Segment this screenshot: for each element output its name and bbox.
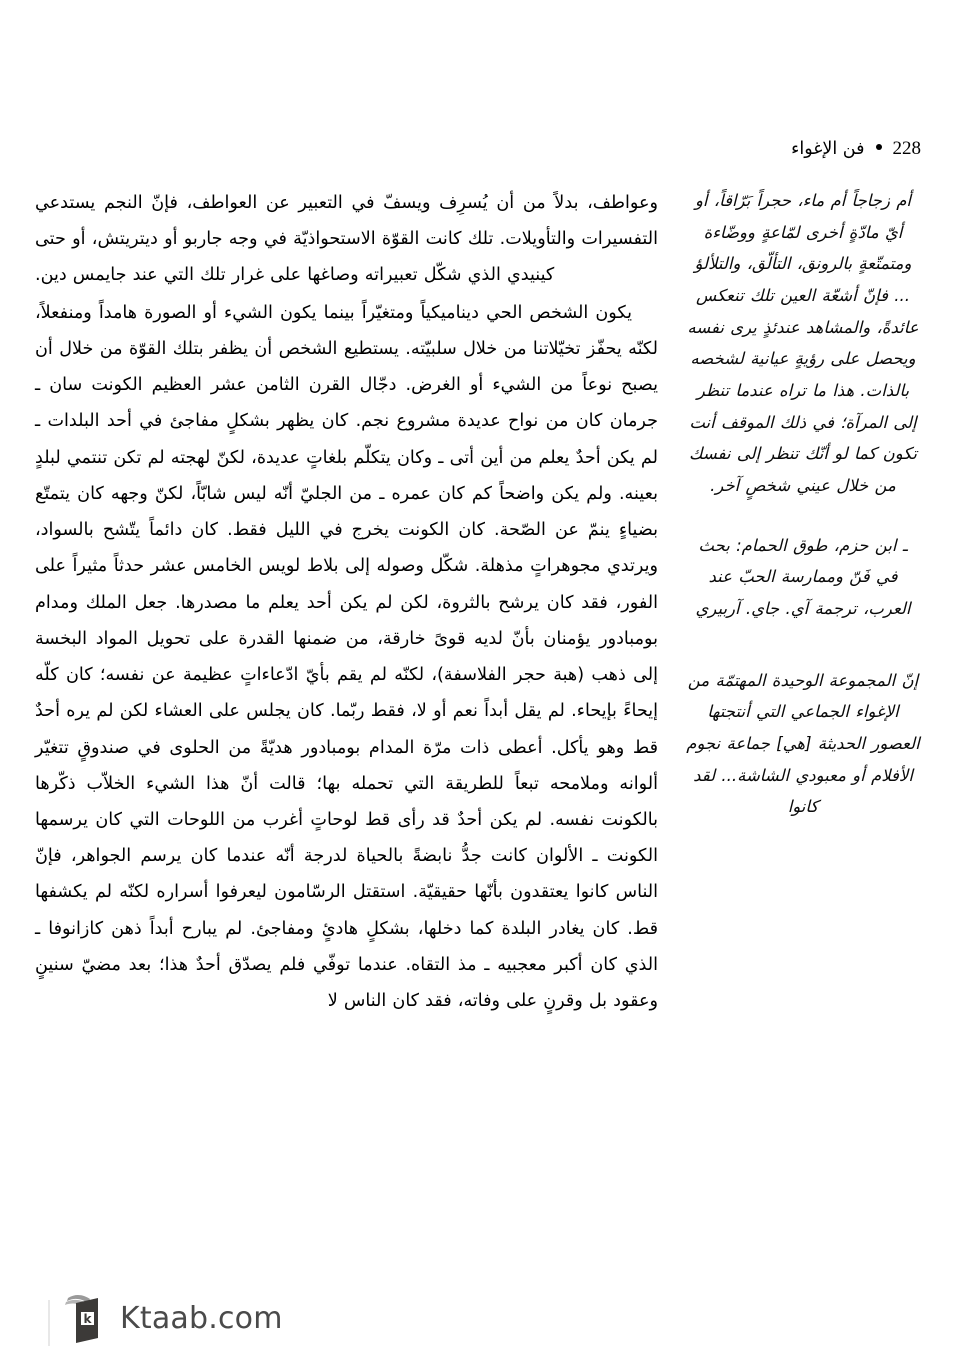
body-paragraph: وعواطف، بدلاً من أن يُسرِف ويسفّ في التعبير عن العواطف، فإنّ النجم يستدعي التفسيرات والتأويلات. تلك كانت القوّة الاستحواذيّة في وجه جاربو أو ديتريتش، أو حتى كينيدي الذي شكّل تعبيراته وصاغها على غرار تلك التي عند جايمس دين. — [35, 193, 658, 286]
running-head — [501, 138, 921, 160]
margin-quote-secondary: إنّ المجموعة الوحيدة المهتمّة من الإغواء الجماعي التي أنتجتها العصور الحديثة [هي] جماعة نجوم الأفلام أو معبودي الشاشة... لقد كانوا — [686, 670, 920, 817]
bullet-separator-icon — [876, 144, 882, 150]
logo-letter: k — [83, 1312, 92, 1326]
watermark — [62, 1292, 283, 1344]
page-number: 228 — [892, 138, 921, 159]
body-paragraph: يكون الشخص الحي ديناميكياً ومتغيّراً بينما يكون الشيء أو الصورة هامداً ومنفعلاً، لكنّه يحفّز تخيّلاتنا من خلال سلبيّته. يستطيع الشخص أن يظفر بتلك القوّة من خلال أن يصبح نوعاً من الشيء أو الغرض. دجّال القرن الثامن عشر العظيم الكونت سان ـ جرمان كان من نواح عديدة مشروع نجم. كان يظهر بشكلٍ مفاجئ في أحد البلدات ـ لم يكن أحدٌ يعلم من أين أتى ـ وكان يتكلّم بلغاتٍ عديدة، لكنّ لهجته لم تكن تنتمي لبلدٍ بعينه. ولم يكن واضحاً كم كان عمره ـ من الجليّ أنّه ليس شابّاً، لكنّ وجهه كان يتمتّع بضياءٍ ينمّ عن الصّحة. كان الكونت يخرج في الليل فقط. كان دائماً يتّشح بالسواد، ويرتدي مجوهراتٍ مذهلة. شكّل وصوله إلى بلاط لويس الخامس عشر حدثاً مثيراً على الفور، فقد كان يرشح بالثروة، لكن لم يكن أحد يعلم ما مصدرها. جعل الملك ومدام بومبادور يؤمنان بأنّ لديه قوىً خارقة، من ضمنها القدرة على تحويل المواد البخسة إلى ذهب (هبة حجر الفلاسفة)، لكنّه لم يقم بأيّ ادّعاءاتٍ عظيمة عن نفسه؛ كان كلّه إيحاءً بإيحاء. لم يقل أبداً نعم أو لا، فقط ربّما. كان يجلس على العشاء لكن لم يره أحدٌ قط وهو يأكل. أعطى ذات مرّة المدام بومبادور هديّةً من الحلوى في صندوقٍ تتغيّر ألوانه وملامحه تبعاً للطريقة التي تحمله بها؛ قالت أنّ هذا الشيء الخلاّب ذكّرها بالكونت نفسه. لم يكن أحدٌ قد رأى قط لوحاتٍ أغرب من اللوحات التي كان يرسمها الكونت ـ الألوان كانت جدُّ نابضةً بالحياة لدرجة أنّه عندما كان يرسم الجواهر، فإنّ الناس كانوا يعتقدون بأنّها حقيقيّة. استقتل الرسّامون ليعرفوا أسراره لكنّه لم يكشفها قط. كان يغادر البلدة كما دخلها، بشكلٍ هادئٍ ومفاجئ. لم يبارح أبداً ذهن كازانوفا ـ الذي كان أكبر معجبيه ـ مذ التقاه. عندما توفّي فلم يصدّق أحدٌ هذا؛ بعد مضيّ سنينٍ وعقود بل وقرنٍ على وفاته، فقد كان الناس لا — [35, 302, 658, 1012]
body-text-column — [35, 185, 670, 1245]
page-content — [35, 185, 920, 1245]
margin-quote-primary: أم زجاجاً أم ماء، حجراً بَرّاقاً، أو أيّ مادّةٍ أخرى لمّاعةٍ ووضّاءة ومتمتّعةٍ بالرونق، التألّق، والتلألؤ ... فإنّ أشعّة العين تلك تنعكس عائدةً، والمشاهد عندئذٍ يرى نفسه ويحصل على رؤيةٍ عيانية لشخصه بالذات. هذا ما تراه عندما تنظر إلى المرآة؛ في ذلك الموقف أنت تكون كما لو أنّك تنظر إلى نفسك من خلال عيني شخصٍ آخر. — [687, 191, 919, 496]
watermark-brand: Ktaab.com — [120, 1300, 283, 1336]
page-edge-divider — [48, 1300, 50, 1346]
book-icon — [62, 1292, 108, 1344]
book-title: فن الإغواء — [791, 139, 865, 159]
marginalia-column — [670, 185, 920, 1245]
margin-quote-attribution: ـ ابن حزم، طوق الحمام: بحث في فَنّ وممارسة الحبّ عند العرب، ترجمة آي. جاي. آربيري — [695, 535, 911, 619]
